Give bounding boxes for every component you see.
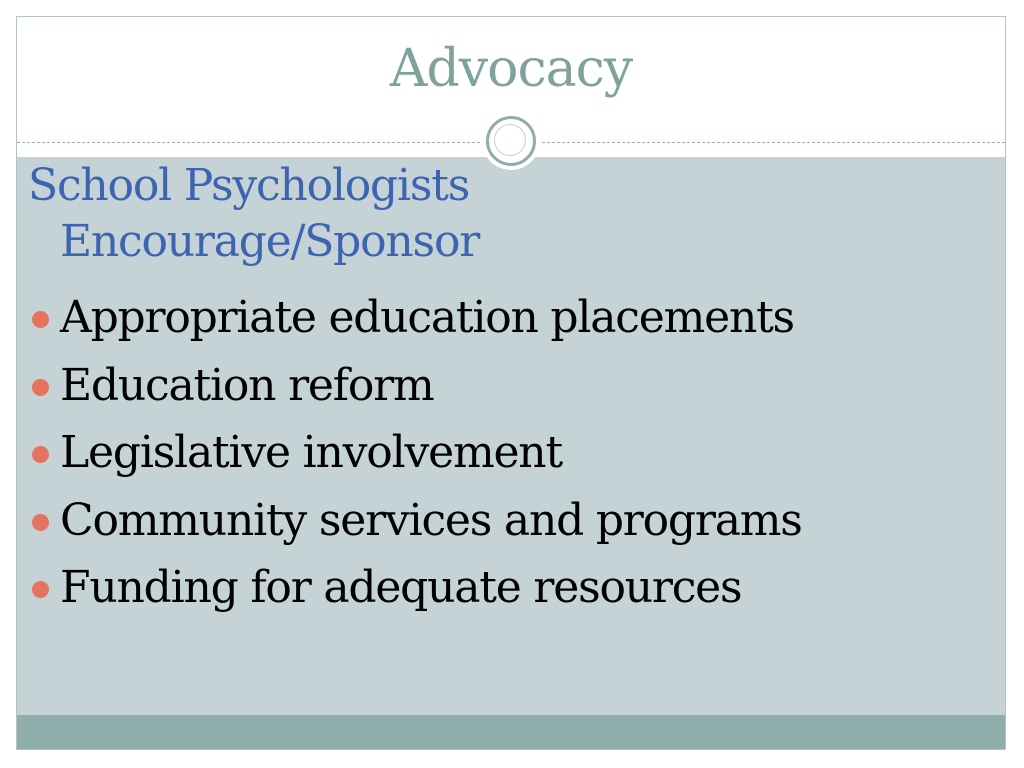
heading-line-1: School Psychologists [28,160,470,211]
list-item [30,360,802,428]
content-heading [28,158,928,270]
circle-bullet-icon [32,311,49,328]
circle-bullet-icon [32,379,49,396]
bullet-text: Legislative involvement [60,427,562,478]
bullet-text: Funding for adequate resources [60,562,742,613]
slide-title: Advocacy [389,39,633,99]
footer-bar [17,715,1005,750]
bullet-text: Community services and programs [60,494,802,546]
list-item [30,495,802,563]
circle-bullet-icon [32,514,49,531]
circle-bullet-icon [32,581,49,598]
list-item [30,427,802,495]
list-item [30,292,802,360]
heading-line-2: Encourage/Sponsor [60,216,480,267]
ornament-inner-ring [494,124,526,156]
bullet-text: Appropriate education placements [60,292,794,343]
bullet-list [30,292,802,630]
bullet-text: Education reform [60,359,434,411]
list-item [30,562,802,630]
circle-bullet-icon [32,446,49,463]
